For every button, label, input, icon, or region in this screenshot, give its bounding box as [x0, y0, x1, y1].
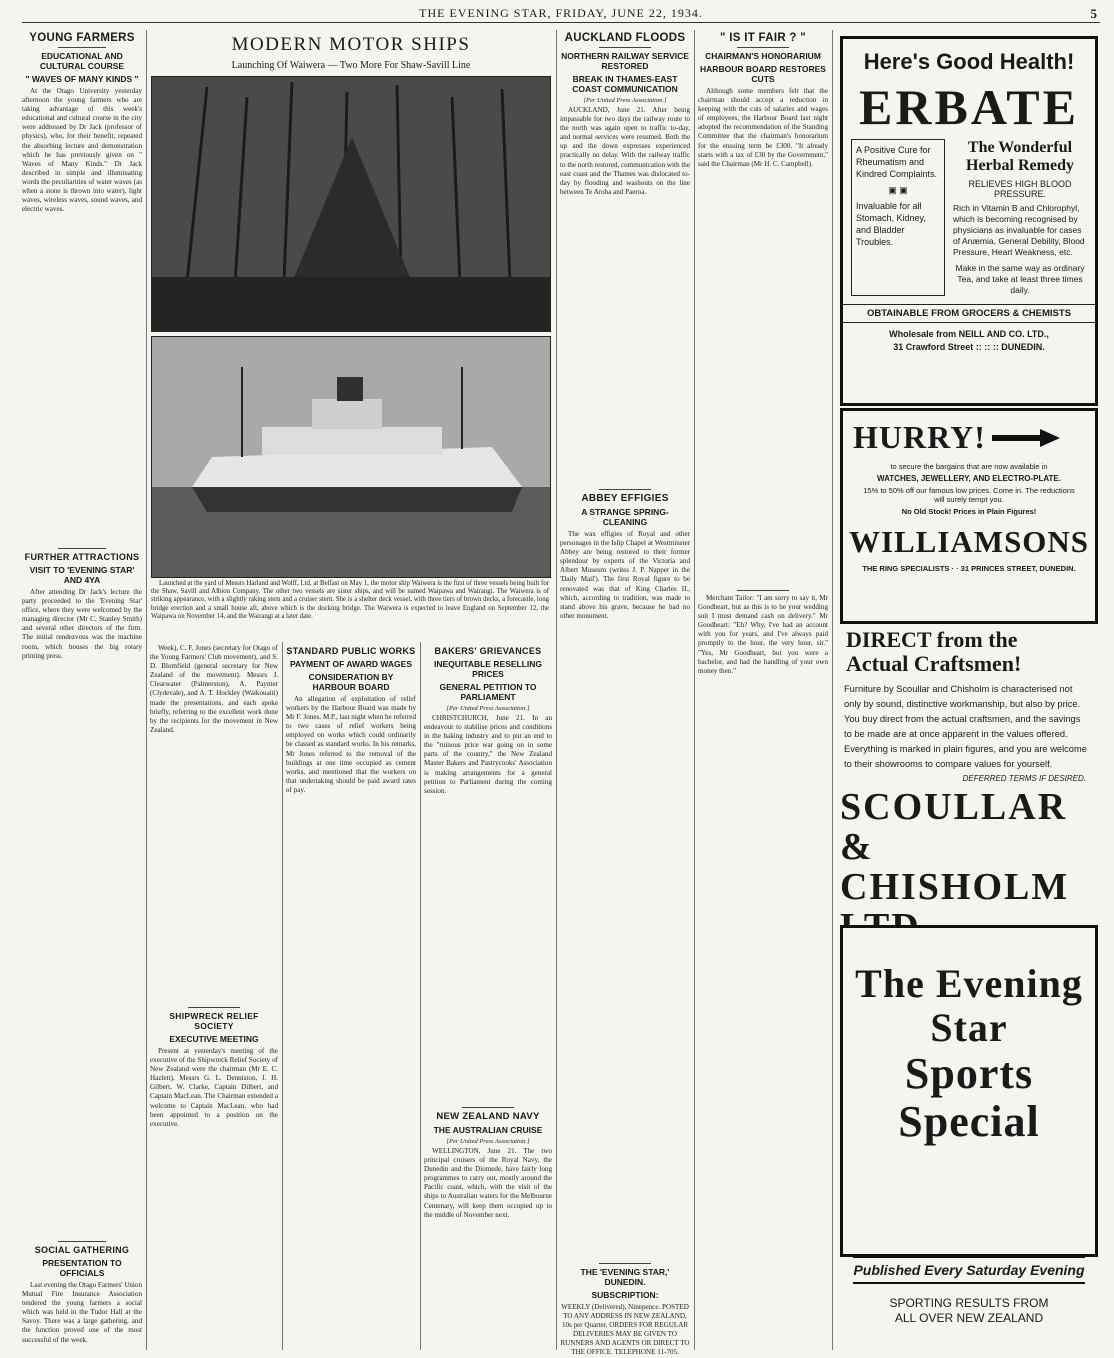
column-rule — [282, 642, 283, 1350]
subheading: PAYMENT OF AWARD WAGES — [289, 659, 412, 669]
scoullar-brand-line1: SCOULLAR & — [840, 786, 1068, 868]
article-text: At the Otago University yesterday afternoon the young farmers who are taking advantage of this week's educational and cultural course in the city were addressed by Dr Jack (professor of physics), who, for their benefit, repeated the absorbing lecture and demonstration which he has previously given on " Waves of Many Kinds." Dr Jack described in simple and illuminating words the peculiarities of water waves (as when a stone is thrown into water), light waves, wireless waves, sound waves, and electric waves. — [22, 87, 142, 214]
erbate-invaluable-text: Invaluable for all Stomach, Kidney, and Bladder Troubles. — [856, 201, 926, 247]
feature-title: MODERN MOTOR SHIPS — [231, 34, 471, 55]
subscription-heading: SUBSCRIPTION: — [591, 1290, 659, 1300]
subscription-title: THE 'EVENING STAR,' DUNEDIN. — [580, 1267, 670, 1287]
erbate-address: 31 Crawford Street :: :: :: DUNEDIN. — [893, 342, 1045, 352]
caption-text: Launched at the yard of Messrs Harland and Wolff, Ltd, at Belfast on May 1, the motor ship Waiwera is the first of three vessels being built for the Shaw, Savill and Albion Company. The other two vessels are sister ships, and will be named Waipawa and Wairangi. The Waiwera is of striking appearance, with a slightly raking stem and a cruiser stern. She is a shelter deck vessel, with three tiers of brown decks, a forecastle, long bridge erection and a small house aft, above which is the docking bridge. The Waiwera is expected to leave England on September 12, the Waipawa on November 14, and the Wairangi at a later date. — [151, 580, 549, 620]
column-is-it-fair — [698, 30, 828, 1350]
headline-abbey-effigies: ABBEY EFFIGIES — [581, 493, 669, 504]
article-text: CHRISTCHURCH, June 21. In an endeavour to stabilise prices and conditions in the baking industry and to put an end to the "ruinous price war going on in some parts of the country," the New Zealand Master Bakers and Pastrycooks' Association is making arrangements for a general petition to Parliament during the coming session. — [424, 714, 552, 795]
erbate-brand: ERBATE — [859, 79, 1079, 135]
column-bakers — [424, 644, 552, 1350]
hand-pointer-icon — [992, 426, 1062, 450]
scoullar-brand-line2: CHISHOLM — [840, 866, 1070, 908]
williamsons-footer: THE RING SPECIALISTS · · 31 PRINCES STREET, DUNEDIN. — [862, 564, 1076, 573]
feature-caption — [151, 580, 549, 640]
headline-further-attractions: FURTHER ATTRACTIONS — [24, 552, 140, 562]
column-rule — [420, 642, 421, 1350]
headline-auckland-floods: AUCKLAND FLOODS — [564, 32, 686, 44]
ornament-icon: ▣ ▣ — [888, 185, 908, 195]
article-text: After attending Dr Jack's lecture the party proceeded to the 'Evening Star' office, where they were welcomed by the managing director (Mr C. Stanley Smith) and several other directors of the firm. The initial rendezvous was the machine room, which houses the big rotary printing press. — [22, 588, 142, 660]
column-auckland-floods — [560, 30, 690, 1357]
column-rule — [694, 30, 695, 1350]
erbate-remedy: The Wonderful Herbal Remedy — [966, 139, 1074, 174]
article-text: Although some members felt that the chairman should accept a reduction in keeping with the cuts of salaries and wages of employees, the Harbour Board last night adopted the recommendation of the Standing Committee that the chairman's honorarium for the ensuing term be £300. "It already starts with a tax of £30 by the Government," said the Chairman (Mr H. C. Campbell). — [698, 87, 828, 168]
photo-ship-launch-scene — [152, 77, 550, 331]
advert-scoullar-chisholm — [840, 624, 1092, 907]
subheading: VISIT TO 'EVENING STAR' AND 4YA — [29, 565, 135, 585]
divider — [58, 1241, 106, 1242]
press-credit: [Per United Press Association.] — [583, 97, 667, 104]
feature-subtitle: Launching Of Waiwera — Two More For Shaw-Savill Line — [231, 60, 471, 71]
scoullar-terms: DEFERRED TERMS IF DESIRED. — [962, 774, 1086, 783]
subheading: PRESENTATION TO OFFICIALS — [42, 1258, 122, 1278]
sports-title-line2: Sports Special — [898, 1049, 1040, 1146]
photo-ship-launch — [151, 76, 551, 332]
advert-erbate — [840, 36, 1098, 406]
page-number: 5 — [1090, 6, 1098, 21]
subheading: CONSIDERATION BY HARBOUR BOARD — [308, 672, 394, 692]
hurry-line1: to secure the bargains that are now available in — [890, 462, 1048, 471]
headline-young-farmers: YOUNG FARMERS — [29, 32, 135, 44]
subheading: CHAIRMAN'S HONORARIUM — [705, 51, 821, 61]
erbate-obtainable: OBTAINABLE FROM GROCERS & CHEMISTS — [843, 304, 1095, 323]
divider — [599, 489, 651, 490]
divider — [737, 47, 789, 48]
article-text: An allegation of exploitation of relief workers by the Harbour Board was made by Mr F. Jones, M.P., last night when he referred to two cases of relief workers being employed on works which could ordinarily be classed as standard works. In his remarks, Mr Jones referred to the removal of the buildings at one time occupied as cement works, and mentioned that the workers on that undertaking should be paid award rates of pay. — [286, 695, 416, 794]
erbate-cure-text: A Positive Cure for Rheumatism and Kindred Complaints. — [856, 145, 938, 179]
article-text: WELLINGTON, June 21. The two principal cruisers of the Royal Navy, the Dunedin and the Diomede, have fairly long programmes to carry out, mostly around the Pacific coast, which, with the visit of the ships to Australian waters for the Melbourne Centenary, will keep them occupied up to the middle of November next. — [424, 1147, 552, 1219]
subheading: " WAVES OF MANY KINDS " — [25, 74, 139, 84]
erbate-vitamin-text: Rich in Vitamin B and Chlorophyl, which is becoming recognised by physicians as invaluable for cases of Anæmia, General Debility, Blood Pressure, Heart Weakness, etc. — [953, 203, 1085, 257]
erbate-left-panel — [851, 139, 945, 296]
divider — [58, 548, 106, 549]
subheading: HARBOUR BOARD RESTORES CUTS — [700, 64, 826, 84]
article-text: Last evening the Otago Farmers' Union Mutual Fire Insurance Association tendered the young farmers a social which was held in the Tudor Hall at the Savoy. There was a large gathering, and the function proved one of the most successful of the week. — [22, 1281, 142, 1344]
headline-standard-public-works: STANDARD PUBLIC WORKS — [286, 646, 416, 656]
erbate-wholesale: Wholesale from NEILL AND CO. LTD., — [889, 329, 1049, 339]
sports-publication: Published Every Saturday Evening — [853, 1256, 1085, 1284]
scoullar-body: Furniture by Scoullar and Chisholm is characterised not only by sound, distinctive workmanship, but also by price. You buy direct from the actual craftsmen, and the savings to be made are at once apparent in the values offered. Everything is marked in plain figures, and you are welcome to their showrooms to compare values for yourself. — [844, 684, 1087, 769]
subheading: THE AUSTRALIAN CRUISE — [433, 1125, 543, 1135]
erbate-pressure: RELIEVES HIGH BLOOD PRESSURE. — [968, 179, 1072, 199]
subheading: NORTHERN RAILWAY SERVICE RESTORED — [561, 51, 689, 71]
hurry-headline: HURRY! — [853, 419, 986, 455]
masthead — [22, 6, 1100, 23]
divider — [599, 47, 651, 48]
press-credit: [Per United Press Association.] — [446, 705, 530, 712]
column-public-works — [286, 644, 416, 1350]
subheading: INEQUITABLE RESELLING PRICES — [434, 659, 542, 679]
article-text: Present at yesterday's meeting of the executive of the Shipwreck Relief Society of New Zealand were the chairman (Mr E. C. Hazlett), Messrs G. L. Denniston, J. H. Gilbert, W. Clarke, Captain Dilbert, and Captain MacLean. The Chairman extended a welcome to Captain MacLean, who had been appointed to a position on the executive. — [150, 1047, 278, 1128]
photo-motor-ship-scene — [152, 337, 550, 577]
advert-sports-special — [840, 925, 1098, 1325]
press-credit: [Per United Press Association.] — [446, 1138, 530, 1145]
article-text: Week), C. F. Jones (secretary for Otago of the Young Farmers' Club movement), and S. D. Blomfield (general secretary for New Zealand of the movement). Messrs J. Clearwater (Palmerston), A. Paynter (Clydevale), and A. T. Hockley (Waikouaiti) made the presentations, and each spoke briefly, referring to the excellent work done by the recipients for the movement in New Zealand. — [150, 644, 278, 734]
subheading: GENERAL PETITION TO PARLIAMENT — [439, 682, 537, 702]
subheading: A STRANGE SPRING-CLEANING — [581, 507, 669, 527]
williamsons-brand: WILLIAMSONS — [848, 524, 1090, 559]
headline-new-zealand-navy: NEW ZEALAND NAVY — [436, 1111, 540, 1122]
article-text: The wax effigies of Royal and other personages in the Islip Chapel at Westminster Abbey are being restored to their former splendour by experts of the Victoria and Albert Museum (writes J. P. Napper in the 'Daily Mail'). The first Royal figure to be renovated was that of King Charles II., which, according to tradition, was made to stand above his grave, because he had no other monument. — [560, 530, 690, 620]
column-rule — [556, 30, 557, 1350]
headline-shipwreck-relief: SHIPWRECK RELIEF SOCIETY — [169, 1011, 259, 1031]
divider — [188, 1007, 239, 1008]
masthead-title: THE EVENING STAR, FRIDAY, JUNE 22, 1934. — [419, 6, 703, 20]
column-young-farmers — [22, 30, 142, 1350]
column-rule — [832, 30, 833, 1350]
hurry-line4: No Old Stock! Prices in Plain Figures! — [901, 507, 1037, 516]
divider — [737, 590, 789, 591]
subheading: EDUCATIONAL AND CULTURAL COURSE — [39, 51, 125, 71]
feature-header — [150, 30, 552, 76]
subheading: BREAK IN THAMES-EAST COAST COMMUNICATION — [572, 74, 678, 94]
divider — [58, 47, 106, 48]
sports-footer: SPORTING RESULTS FROM ALL OVER NEW ZEALAND — [889, 1296, 1049, 1325]
erbate-tagline: Here's Good Health! — [863, 49, 1075, 74]
sports-title-line1: The Evening Star — [855, 961, 1083, 1050]
column-shipwreck — [150, 644, 278, 1350]
headline-social-gathering: SOCIAL GATHERING — [34, 1245, 130, 1255]
article-text: AUCKLAND, June 21. After being impassable for two days the railway route to the north was again open to traffic to-day, and normal services were resumed. Both the up and the down expresses experienced practically no delay. With the railway traffic to the north restored, communication with the east coast and the Thames was dislocated to-day by flooding and washouts on the line between Te Aroha and Paeroa. — [560, 106, 690, 196]
anecdote-text: Merchant Tailor: "I am sorry to say it, Mr Goodheart, but as this is to be your wedding suit I must demand cash on delivery." Mr Goodheart: "Eh? Why, I've had an account with you for years, and I've always paid promptly to the hour, the very hour, sir." "Yes, Mr Goodheart, but you were a bachelor, and had the handling of your own money then." — [698, 594, 828, 675]
divider — [462, 1107, 513, 1108]
headline-is-it-fair: " IS IT FAIR ? " — [720, 32, 806, 44]
scoullar-headline: DIRECT from the Actual Craftsmen! — [846, 627, 1022, 676]
subscription-text: WEEKLY (Delivered), Ninepence. POSTED TO ANY ADDRESS IN NEW ZEALAND, 10s per Quarter. ORDERS FOR REGULAR DELIVERIES MAY BE GIVEN TO RUNNERS AND AGENTS OR DIRECT TO THE OFFICE. TELEPHONE 11-705. — [560, 1303, 690, 1357]
divider — [599, 1263, 651, 1264]
subheading: EXECUTIVE MEETING — [169, 1034, 259, 1044]
advert-williamsons — [840, 408, 1098, 624]
column-rule — [146, 30, 147, 1350]
photo-motor-ship — [151, 336, 551, 578]
hurry-line2: WATCHES, JEWELLERY, AND ELECTRO-PLATE. — [876, 474, 1061, 483]
erbate-instructions: Make in the same way as ordinary Tea, and take at least three times daily. — [955, 263, 1085, 295]
hurry-line3: 15% to 50% off our famous low prices. Come in. The reductions will surely tempt you. — [863, 486, 1075, 504]
headline-bakers-grievances: BAKERS' GRIEVANCES — [434, 646, 542, 656]
